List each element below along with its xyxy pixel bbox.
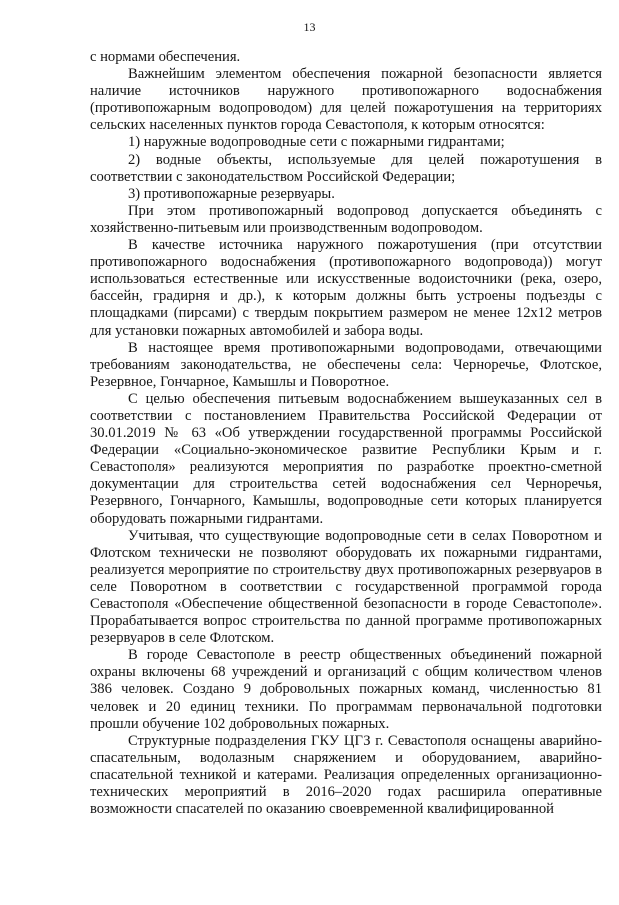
paragraph: В качестве источника наружного пожаротушения (при отсутствии противопожарного водоснабжения (противопожарного водопровода)) могут использоваться естественные или искусственные водоисточники (река, озеро, бассейн, градирня и др.), к которым должны быть устроены подъезды с площадками (пирсами) с твердым покрытием размером не менее 12х12 метров для установки пожарных автомобилей и забора воды. [90,237,602,339]
list-item: 2) водные объекты, используемые для целей пожаротушения в соответствии с законодательством Российской Федерации; [90,151,602,185]
paragraph: С целью обеспечения питьевым водоснабжением вышеуказанных сел в соответствии с постановлением Правительства Российской Федерации от 30.01.2019 № 63 «Об утверждении государственной программы Российской Федерации «Социально-экономическое развитие Республики Крым и г. Севастополя» реализуются мероприятия по разработке проектно-сметной документации для строительства сетей водоснабжения сел Черноречья, Резервного, Гончарного, Камышлы, водопроводные сети которых планируется оборудовать пожарными гидрантами. [90,390,602,527]
paragraph: с нормами обеспечения. [90,49,241,65]
page-number: 13 [303,20,316,34]
paragraph: Учитывая, что существующие водопроводные сети в селах Поворотном и Флотском технически не позволяют оборудовать их пожарными гидрантами, реализуется мероприятие по строительству двух противопожарных резервуаров в селе Поворотном в соответствии с государственной программой города Севастополя «Обеспечение общественной безопасности в городе Севастополе». Прорабатывается вопрос строительства по данной программе противопожарных резервуаров в селе Флотском. [90,527,602,647]
paragraph: Структурные подразделения ГКУ ЦГЗ г. Севастополя оснащены аварийно-спасательным, водолазным снаряжением и оборудованием, аварийно-спасательной техникой и катерами. Реализация определенных организационно-технических мероприятий в 2016–2020 годах расширила оперативные возможности спасателей по оказанию своевременной квалифицированной [90,732,602,818]
list-item: 3) противопожарные резервуары. [128,185,335,202]
list-item: 1) наружные водопроводные сети с пожарными гидрантами; [128,134,505,151]
paragraph: В настоящее время противопожарными водопроводами, отвечающими требованиям законодательства, не обеспечены села: Черноречье, Флотское, Резервное, Гончарное, Камышлы и Поворотное. [90,339,602,390]
paragraph: При этом противопожарный водопровод допускается объединять с хозяйственно-питьевым или производственным водопроводом. [90,202,602,236]
paragraph: В городе Севастополе в реестр общественных объединений пожарной охраны включены 68 учреждений и организаций с общим количеством членов 386 человек. Создано 9 добровольных пожарных команд, численностью 81 человек и 20 единиц техники. По программам первоначальной подготовки прошли обучение 102 добровольных пожарных. [90,647,602,732]
document-body [90,49,602,818]
paragraph: Важнейшим элементом обеспечения пожарной безопасности является наличие источников наружного противопожарного водоснабжения (противопожарным водопроводом) для целей пожаротушения на территориях сельских населенных пунктов города Севастополя, к которым относятся: [90,66,602,134]
